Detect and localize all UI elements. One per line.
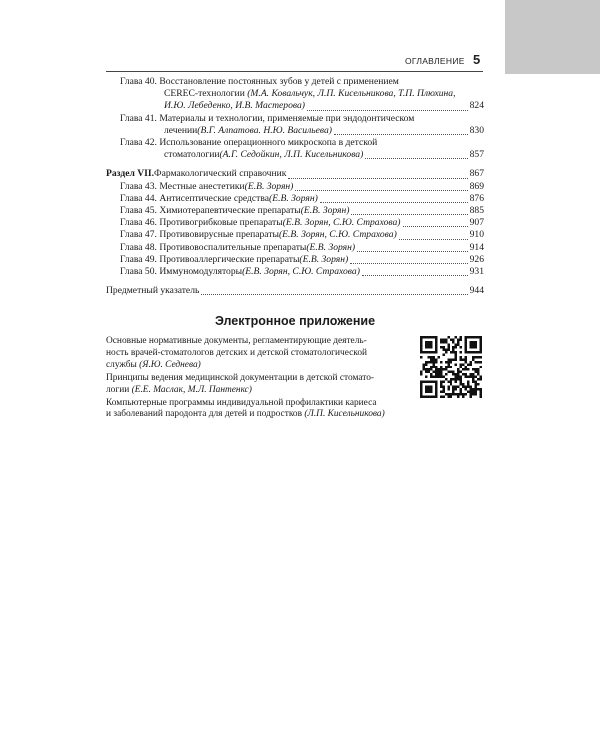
toc-entry-ch50[interactable] bbox=[106, 266, 484, 278]
toc-entry-page: 926 bbox=[469, 253, 484, 265]
toc-entry-ch41-page: 830 bbox=[469, 124, 484, 136]
toc-entry-ch45[interactable] bbox=[106, 205, 484, 217]
toc-entry-page: 931 bbox=[469, 266, 484, 278]
toc-entry-title: Глава 45. Химиотерапевтические препараты bbox=[120, 205, 301, 217]
appendix-item-3-line2: и заболеваний пародонта для детей и подростков bbox=[106, 409, 305, 420]
appendix-item-2[interactable] bbox=[106, 373, 412, 397]
appendix-list bbox=[106, 336, 412, 422]
toc-section-7-page: 867 bbox=[469, 168, 484, 180]
toc-entry-authors: (Е.В. Зорян) bbox=[269, 192, 318, 204]
toc-entry-ch46[interactable] bbox=[106, 217, 484, 229]
leader-dots bbox=[307, 110, 468, 111]
appendix-item-1-line3: службы bbox=[106, 359, 140, 370]
appendix-item-2-line1: Принципы ведения медицинской документации в детской стомато- bbox=[106, 372, 375, 383]
toc-entry-ch43[interactable] bbox=[106, 181, 484, 193]
toc-entry-authors: (Е.В. Зорян, С.Ю. Страхова) bbox=[278, 229, 397, 241]
header-rule bbox=[106, 71, 483, 72]
toc-entry-ch42-page: 857 bbox=[469, 149, 484, 161]
leader-dots bbox=[320, 202, 468, 203]
toc-entry-ch41-line1: Глава 41. Материалы и технологии, применяемые при эндодонтическом bbox=[120, 112, 415, 124]
toc-entry-authors: (Е.В. Зорян) bbox=[299, 253, 349, 265]
page-number: 5 bbox=[473, 52, 481, 67]
toc-entry-page: 907 bbox=[469, 217, 484, 229]
toc-entry-ch49[interactable] bbox=[106, 254, 484, 266]
toc-entry-title: Глава 50. Иммуномодуляторы bbox=[120, 266, 243, 278]
toc-index-page: 944 bbox=[469, 285, 484, 297]
toc-entry-ch42-line1: Глава 42. Использование операционного микроскопа в детской bbox=[120, 137, 378, 149]
appendix-item-3[interactable] bbox=[106, 398, 412, 422]
toc-entry-title: Глава 43. Местные анестетики bbox=[120, 180, 245, 192]
toc-entry-title: Глава 49. Противоаллергические препараты bbox=[120, 253, 300, 265]
toc-entry-page: 876 bbox=[469, 192, 484, 204]
toc-entry-index[interactable] bbox=[106, 285, 484, 297]
toc-index-title: Предметный указатель bbox=[106, 285, 200, 297]
appendix-item-1-line1: Основные нормативные документы, регламентирующие деятель- bbox=[106, 336, 367, 346]
toc-entry-ch40[interactable] bbox=[106, 76, 484, 113]
appendix-item-1-line2: ность врачей-стоматологов детских и детской стоматологической bbox=[106, 347, 368, 358]
toc-entry-ch41-line2: лечении bbox=[164, 124, 198, 136]
toc-entry-ch40-authors-2: И.Ю. Лебеденко, И.В. Мастерова) bbox=[164, 100, 305, 112]
leader-dots bbox=[365, 158, 467, 159]
table-of-contents bbox=[106, 76, 484, 297]
running-head: ОГЛАВЛЕНИЕ bbox=[405, 56, 465, 66]
leader-dots bbox=[403, 226, 468, 227]
toc-entry-ch40-line2: CEREC-технологии bbox=[164, 88, 248, 100]
toc-entry-page: 885 bbox=[469, 205, 484, 217]
toc-entry-ch41-authors: (В.Г. Алпатова. Н.Ю. Васильева) bbox=[197, 124, 332, 136]
toc-entry-ch40-authors-1: (М.А. Ковальчук, Л.П. Кисельникова, Т.П. Плюхина, bbox=[247, 88, 456, 100]
toc-entry-title: Глава 48. Противовоспалительные препараты bbox=[120, 241, 307, 253]
toc-entry-authors: (Е.В. Зорян, С.Ю. Страхова) bbox=[282, 217, 401, 229]
leader-dots bbox=[350, 263, 467, 264]
appendix-title: Электронное приложение bbox=[214, 314, 376, 328]
toc-section-7[interactable] bbox=[106, 168, 484, 180]
toc-entry-page: 869 bbox=[469, 180, 484, 192]
qr-code-icon[interactable] bbox=[420, 336, 482, 398]
leader-dots bbox=[334, 134, 468, 135]
appendix-item-2-authors: (Е.Е. Маслак, М.Л. Пантенкс) bbox=[131, 384, 252, 395]
toc-section-7-title: Фармакологический справочник bbox=[154, 168, 287, 180]
toc-entry-ch48[interactable] bbox=[106, 242, 484, 254]
toc-entry-authors: (Е.В. Зорян) bbox=[300, 205, 350, 217]
leader-dots bbox=[357, 251, 468, 252]
toc-entry-ch44[interactable] bbox=[106, 193, 484, 205]
appendix-item-3-authors: (Л.П. Кисельникова) bbox=[304, 409, 385, 420]
appendix-item-2-line2: логии bbox=[106, 384, 132, 395]
toc-entry-page: 914 bbox=[469, 241, 484, 253]
toc-entry-ch40-page: 824 bbox=[469, 100, 484, 112]
leader-dots bbox=[295, 190, 467, 191]
toc-entry-ch41[interactable] bbox=[106, 113, 484, 137]
toc-section-7-label: Раздел VII. bbox=[106, 168, 155, 180]
page-corner-tab bbox=[505, 0, 600, 74]
appendix-item-1[interactable] bbox=[106, 336, 412, 372]
toc-entry-ch40-line1: Глава 40. Восстановление постоянных зубов у детей с применением bbox=[120, 76, 399, 87]
leader-dots bbox=[362, 275, 468, 276]
toc-entry-page: 910 bbox=[469, 229, 484, 241]
toc-entry-authors: (Е.В. Зорян) bbox=[244, 180, 294, 192]
toc-entry-title: Глава 44. Антисептические средства bbox=[120, 192, 270, 204]
toc-entry-authors: (Е.В. Зорян) bbox=[306, 241, 356, 253]
leader-dots bbox=[399, 239, 468, 240]
appendix-item-3-line1: Компьютерные программы индивидуальной профилактики кариеса bbox=[106, 397, 377, 408]
toc-entry-ch42-line2: стоматологии bbox=[164, 149, 220, 161]
toc-entry-authors: (Е.В. Зорян, С.Ю. Страхова) bbox=[242, 266, 360, 278]
toc-entry-title: Глава 46. Противогрибковые препараты bbox=[120, 217, 283, 229]
leader-dots bbox=[351, 214, 467, 215]
appendix-item-1-authors: (Я.Ю. Седнева) bbox=[139, 359, 201, 370]
toc-entry-title: Глава 47. Противовирусные препараты bbox=[120, 229, 279, 241]
toc-entry-ch42-authors: (А.Г. Седойкин, Л.П. Кисельникова) bbox=[219, 149, 364, 161]
toc-entry-ch47[interactable] bbox=[106, 229, 484, 241]
leader-dots bbox=[288, 178, 467, 179]
leader-dots bbox=[201, 294, 467, 295]
toc-entry-ch42[interactable] bbox=[106, 137, 484, 161]
